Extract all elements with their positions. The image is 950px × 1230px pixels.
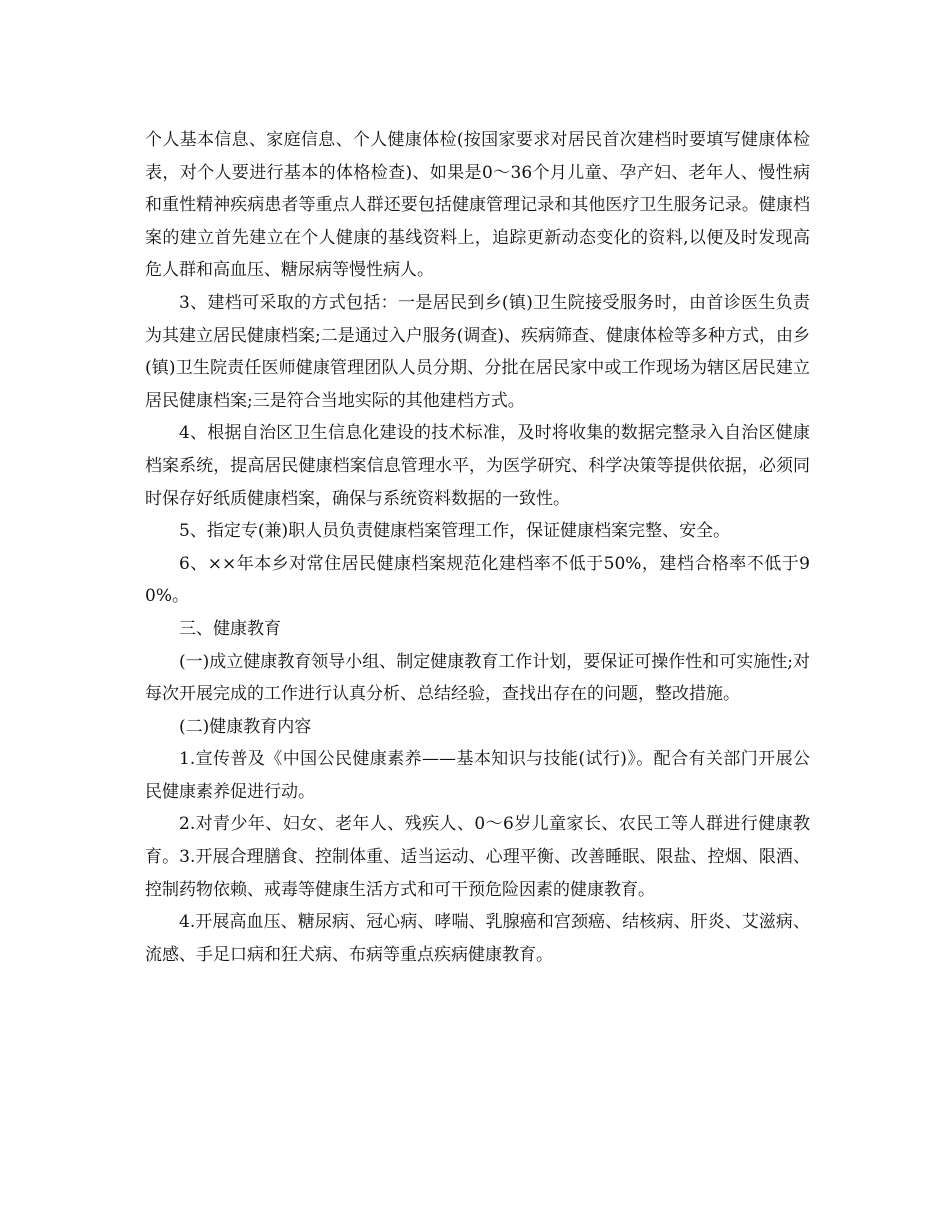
paragraph-7: (一)成立健康教育领导小组、制定健康教育工作计划，要保证可操作性和可实施性;对每次开展完成的工作进行认真分析、总结经验，查找出存在的问题，整改措施。 [145,651,810,705]
subheading-health-education-content: (二)健康教育内容 [179,716,312,737]
paragraph-10: 2.对青少年、妇女、老年人、残疾人、0～6岁儿童家长、农民工等人群进行健康教育。3.开展合理膳食、控制体重、适当运动、心理平衡、改善睡眠、限盐、控烟、限酒、控制药物依赖、戒毒等健康生活方式和可干预危险因素的健康教育。 [145,814,810,900]
paragraph-4: 5、指定专(兼)职人员负责健康档案管理工作，保证健康档案完整、安全。 [179,521,731,542]
document-body [145,124,810,971]
section-heading-health-education: 三、健康教育 [179,618,281,639]
paragraph-1: 个人基本信息、家庭信息、个人健康体检(按国家要求对居民首次建档时要填写健康体检表，对个人要进行基本的体格检查)、如果是0～36个月儿童、孕产妇、老年人、慢性病和重性精神疾病患者等重点人群还要包括健康管理记录和其他医疗卫生服务记录。健康档案的建立首先建立在个人健康的基线资料上，追踪更新动态变化的资料,以便及时发现高危人群和高血压、糖尿病等慢性病人。 [145,130,810,281]
paragraph-3: 4、根据自治区卫生信息化建设的技术标准，及时将收集的数据完整录入自治区健康档案系统，提高居民健康档案信息管理水平，为医学研究、科学决策等提供依据，必须同时保存好纸质健康档案，确保与系统资料数据的一致性。 [145,423,810,509]
paragraph-5: 6、××年本乡对常住居民健康档案规范化建档率不低于50%，建档合格率不低于90%。 [145,553,810,607]
paragraph-9: 1.宣传普及《中国公民健康素养——基本知识与技能(试行)》。配合有关部门开展公民健康素养促进行动。 [145,749,810,802]
paragraph-2: 3、建档可采取的方式包括：一是居民到乡(镇)卫生院接受服务时，由首诊医生负责为其建立居民健康档案;二是通过入户服务(调查)、疾病筛查、健康体检等多种方式，由乡(镇)卫生院责任医师健康管理团队人员分期、分批在居民家中或工作现场为辖区居民建立居民健康档案;三是符合当地实际的其他建档方式。 [145,292,810,411]
paragraph-11: 4.开展高血压、糖尿病、冠心病、哮喘、乳腺癌和宫颈癌、结核病、肝炎、艾滋病、流感、手足口病和狂犬病、布病等重点疾病健康教育。 [145,912,810,965]
